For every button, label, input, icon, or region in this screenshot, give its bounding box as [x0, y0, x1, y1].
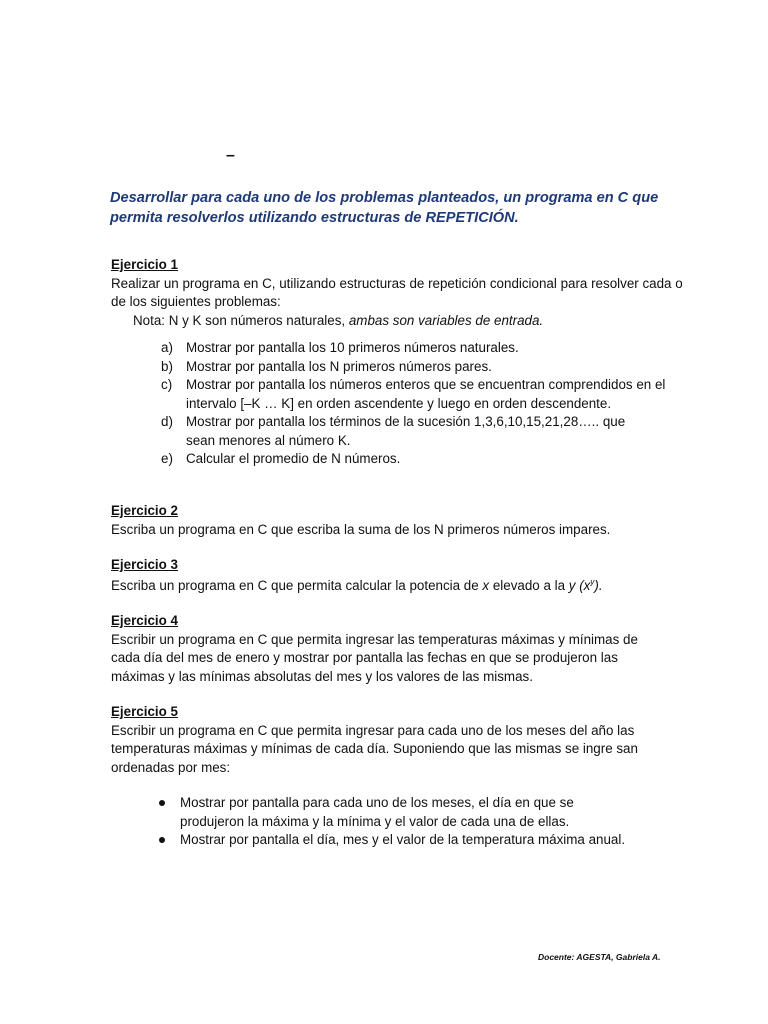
list-item-text: Mostrar por pantalla los números enteros que se encuentran comprendidos en el intervalo [–K … K] en orden ascendente y luego en orden descendente. — [186, 377, 666, 411]
text-part: (x — [575, 577, 591, 593]
note-italic: ambas son variables de entrada. — [348, 312, 544, 328]
exercise-2 — [111, 502, 691, 539]
list-item — [111, 794, 641, 831]
list-item-text: Mostrar por pantalla los 10 primeros números naturales. — [186, 340, 519, 355]
exercise-4-text: Escribir un programa en C que permita ingresar las temperaturas máximas y mínimas de cada día del mes de enero y mostrar por pantalla las fechas en que se produjeron las máximas y las mínimas absolutas del mes y los valores de las mismas. — [111, 631, 638, 684]
list-item-text: Mostrar por pantalla para cada uno de los meses, el día en que se produjeron la máxima y la mínima y el valor de cada una de ellas. — [180, 795, 574, 829]
exercise-1-text: Realizar un programa en C, utilizando estructuras de repetición condicional para resolver cada o de los siguientes problemas: — [111, 275, 683, 309]
text-part: ). — [594, 577, 603, 593]
exercise-1-title: Ejercicio 1 — [111, 257, 178, 272]
list-item-text: Mostrar por pantalla los N primeros números pares. — [186, 358, 492, 374]
exercise-2-title: Ejercicio 2 — [111, 503, 178, 518]
exercise-1-list — [111, 339, 691, 469]
exercise-2-text: Escriba un programa en C que escriba la suma de los N primeros números impares. — [111, 521, 611, 537]
exercise-5-text: Escribir un programa en C que permita ingresar para cada uno de los meses del año las temperaturas máximas y mínimas de cada día. Suponiendo que las mismas se ingre san ordenadas por mes: — [111, 722, 638, 775]
list-marker: c) — [161, 377, 173, 392]
list-item-text: Mostrar por pantalla el día, mes y el valor de la temperatura máxima anual. — [180, 832, 626, 847]
power-expression — [576, 578, 603, 593]
list-marker: d) — [161, 414, 173, 429]
exercise-5-title: Ejercicio 5 — [111, 704, 178, 719]
intro-heading: Desarrollar para cada uno de los problemas planteados, un programa en C que permita resolverlos utilizando estructuras de REPETICIÓN. — [110, 190, 659, 226]
var-x: x — [482, 577, 490, 593]
list-item — [111, 376, 691, 413]
list-item — [111, 339, 691, 358]
bullet-icon — [159, 837, 165, 843]
exercise-1-note — [111, 312, 691, 331]
note-prefix: Nota: N y K son números naturales, — [133, 312, 346, 328]
list-item-text: Mostrar por pantalla los términos de la sucesión 1,3,6,10,15,21,28….. que sean menores al número K. — [186, 414, 626, 448]
exercise-1 — [111, 256, 691, 469]
exercise-3-title: Ejercicio 3 — [111, 557, 178, 572]
list-item-text: Calcular el promedio de N números. — [186, 451, 401, 466]
bullet-icon — [159, 800, 165, 806]
list-marker: e) — [161, 451, 173, 466]
text-part: elevado a la — [489, 577, 569, 593]
list-item — [111, 450, 691, 469]
list-item — [111, 358, 691, 377]
exercise-5 — [111, 703, 641, 850]
text-part: Escriba un programa en C que permita calcular la potencia de — [111, 577, 483, 593]
list-marker: a) — [161, 340, 173, 355]
exercise-3 — [111, 556, 691, 595]
list-item — [111, 413, 691, 450]
exercise-3-text — [111, 577, 691, 596]
exercise-4 — [111, 612, 656, 686]
exponent: y — [590, 577, 595, 587]
var-y: y — [568, 577, 576, 593]
exercise-5-list — [111, 794, 641, 850]
header-dash: – — [226, 147, 235, 164]
list-item — [111, 831, 701, 850]
footer-teacher: Docente: AGESTA, Gabriela A. — [538, 952, 661, 962]
exercise-4-title: Ejercicio 4 — [111, 613, 178, 628]
list-marker: b) — [161, 358, 173, 374]
